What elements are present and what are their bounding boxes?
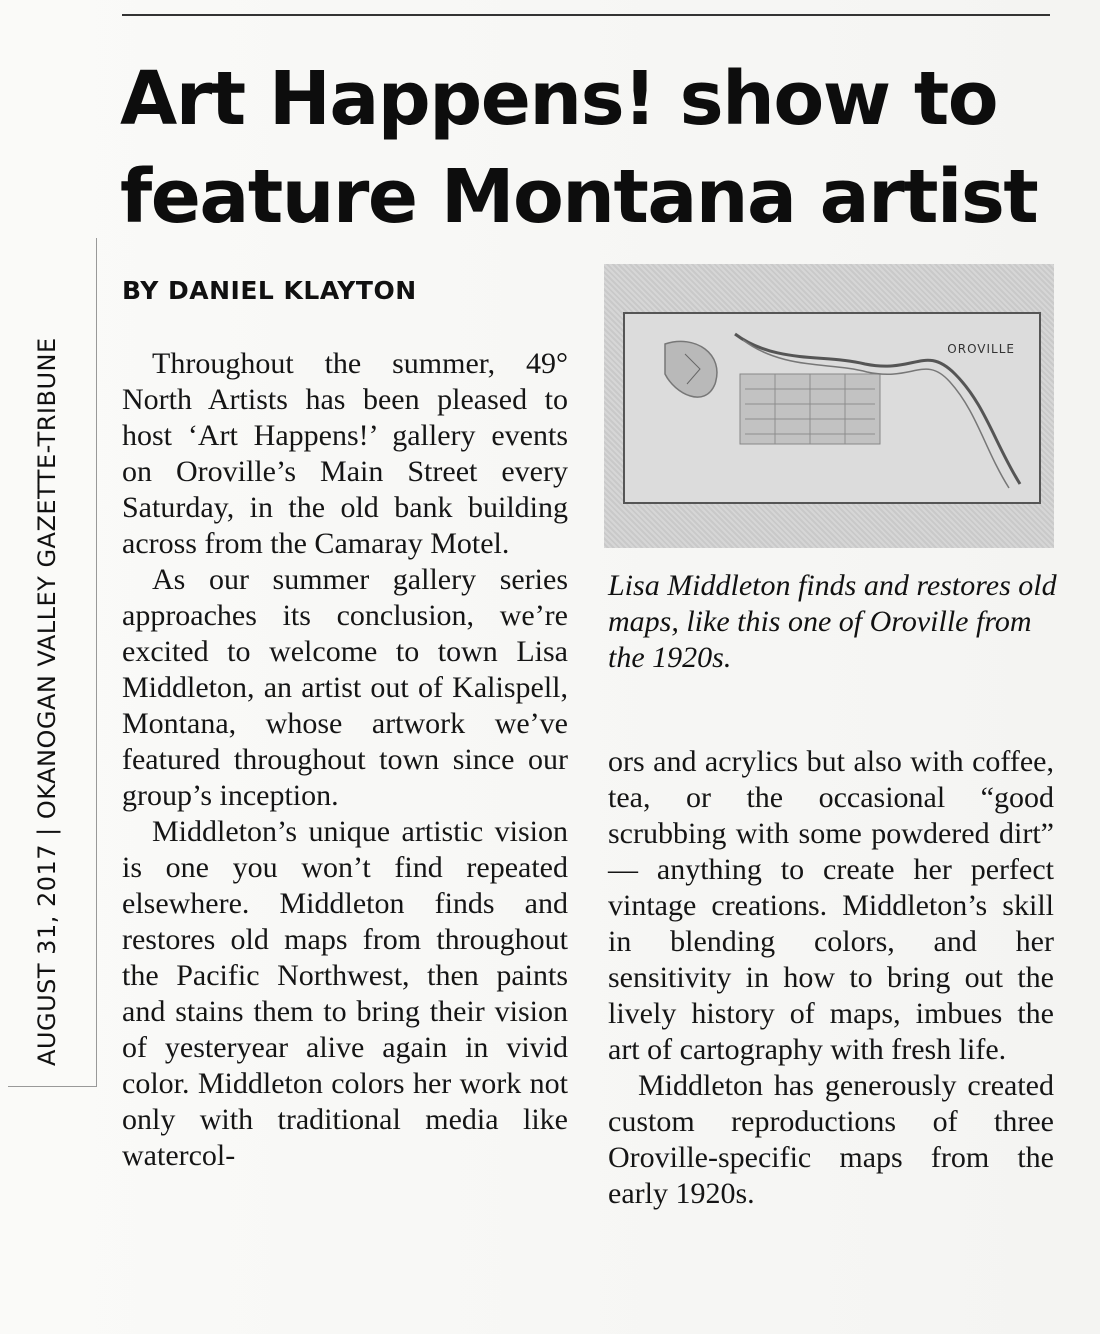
photo-caption: Lisa Middleton finds and restores old maps, like this one of Oroville from the 1920s. xyxy=(608,569,1057,674)
article-column-left xyxy=(122,346,568,1174)
article-paragraph-4: ors and acrylics but also with coffee, tea, or the occasional “good scrubbing with some powdered dirt” — anything to create her perfect vintage creations. Middleton’s skill in blending colors, and her sensitivity in how to bring out the lively history of maps, imbues the art of cartography with fresh life. xyxy=(608,745,1054,1066)
map-photo xyxy=(604,264,1054,548)
publication-dateline: AUGUST 31, 2017 | OKANOGAN VALLEY GAZETTE-TRIBUNE xyxy=(33,337,61,1066)
article-column-right xyxy=(608,744,1054,1212)
article-paragraph-2: As our summer gallery series approaches its conclusion, we’re excited to welcome to town Lisa Middleton, an artist out of Kalispell, Montana, whose artwork we’ve featured throughout town since our group’s inception. xyxy=(122,563,568,812)
map-title: OROVILLE xyxy=(947,342,1015,356)
map-frame xyxy=(623,312,1041,504)
headline-line-2: feature Montana artist xyxy=(120,154,1038,240)
article-paragraph-1: Throughout the summer, 49° North Artists has been pleased to host ‘Art Happens!’ gallery events on Oroville’s Main Street every Saturday, in the old bank building across from the Camaray Motel. xyxy=(122,347,568,560)
article-paragraph-5: Middleton has generously created custom reproductions of three Oroville-specific maps from the early 1920s. xyxy=(608,1069,1054,1210)
headline xyxy=(120,50,1080,246)
top-rule xyxy=(122,14,1050,16)
byline: BY DANIEL KLAYTON xyxy=(122,276,417,305)
headline-line-1: Art Happens! show to xyxy=(120,56,998,142)
article-paragraph-3: Middleton’s unique artistic vision is one you won’t find repeated elsewhere. Middleton finds and restores old maps from throughout the Pacific Northwest, then paints and stains them to bring their vision of yesteryear alive again in vivid color. Middleton colors her work not only with traditional media like watercol- xyxy=(122,815,568,1172)
